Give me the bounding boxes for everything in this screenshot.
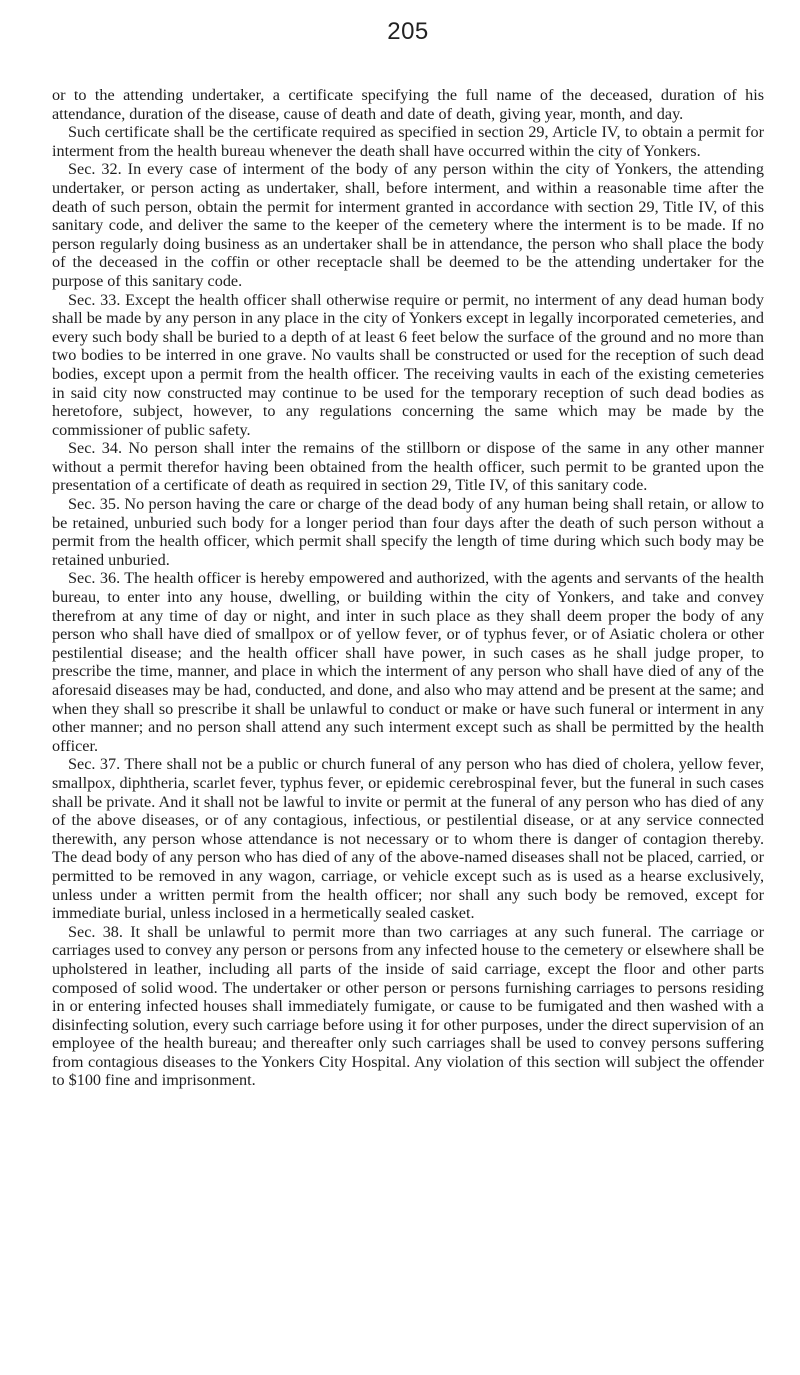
section-38: Sec. 38. It shall be unlawful to permit more than two carriages at any such funeral. The carriage or carriages used to convey any person or persons from any infected house to the cemetery or elsewhere shall be upholstered in leather, including all parts of the inside of said carriage, except the floor and other parts composed of solid wood. The undertaker or other person or persons furnishing carriages to persons residing in or entering infected houses shall immediately fumigate, or cause to be fumigated and then washed with a disinfecting solution, every such carriage before using it for other purposes, under the direct supervision of an employee of the health bureau; and thereafter only such carriages shall be used to convey persons suffering from contagious diseases to the Yonkers City Hospital. Any violation of this section will subject the offender to $100 fine and imprisonment. bbox=[52, 922, 764, 1090]
section-32: Sec. 32. In every case of interment of the body of any person within the city of Yonkers, the attending undertaker, or person acting as undertaker, shall, before interment, and within a reasonable time after the death of such person, obtain the permit for interment granted in accordance with section 29, Title IV, of this sanitary code, and deliver the same to the keeper of the cemetery where the interment is to be made. If no person regularly doing business as an undertaker shall be in attendance, the person who shall place the body of the deceased in the coffin or other receptacle shall be deemed to be the attending undertaker for the purpose of this sanitary code. bbox=[52, 160, 764, 290]
paragraph-certificate: Such certificate shall be the certificate required as specified in section 29, Article IV, to obtain a permit for interment from the health bureau whenever the death shall have occurred within the city of Yonkers. bbox=[52, 123, 764, 160]
body-text bbox=[52, 86, 764, 1090]
section-35: Sec. 35. No person having the care or charge of the dead body of any human being shall retain, or allow to be retained, unburied such body for a longer period than four days after the death of such person without a permit from the health officer, which permit shall specify the length of time during which such body may be retained unburied. bbox=[52, 495, 764, 569]
paragraph-continuation: or to the attending undertaker, a certificate specifying the full name of the deceased, duration of his attendance, duration of the disease, cause of death and date of death, giving year, month, and day. bbox=[52, 86, 764, 123]
section-33: Sec. 33. Except the health officer shall otherwise require or permit, no interment of any dead human body shall be made by any person in any place in the city of Yonkers except in legally incorporated cemeteries, and every such body shall be buried to a depth of at least 6 feet below the surface of the ground and no more than two bodies to be interred in one grave. No vaults shall be constructed or used for the reception of such dead bodies, except upon a permit from the health officer. The receiving vaults in each of the existing cemeteries in said city now constructed may continue to be used for the temporary reception of such dead bodies as heretofore, subject, however, to any regulations concerning the same which may be made by the commissioner of public safety. bbox=[52, 290, 764, 439]
section-37: Sec. 37. There shall not be a public or church funeral of any person who has died of cholera, yellow fever, smallpox, diphtheria, scarlet fever, typhus fever, or epidemic cerebrospinal fever, but the funeral in such cases shall be private. And it shall not be lawful to invite or permit at the funeral of any person who has died of any of the above diseases, or of any contagious, infectious, or pestilential disease, or at any service connected therewith, any person whose attendance is not necessary or to whom there is danger of contagion thereby. The dead body of any person who has died of any of the above-named diseases shall not be placed, carried, or permitted to be removed in any wagon, carriage, or vehicle except such as is used as a hearse exclusively, unless under a written permit from the health officer; nor shall any such body be removed, except for immediate burial, unless inclosed in a hermetically sealed casket. bbox=[52, 755, 765, 923]
page-number: 205 bbox=[387, 18, 429, 45]
section-34: Sec. 34. No person shall inter the remains of the stillborn or dispose of the same in any other manner without a permit therefor having been obtained from the health officer, such permit to be granted upon the presentation of a certificate of death as required in section 29, Title IV, of this sanitary code. bbox=[52, 439, 764, 495]
section-36: Sec. 36. The health officer is hereby empowered and authorized, with the agents and servants of the health bureau, to enter into any house, dwelling, or building within the city of Yonkers, and take and convey therefrom at any time of day or night, and inter in such place as they shall deem proper the body of any person who shall have died of smallpox or of yellow fever, or of typhus fever, or of Asiatic cholera or other pestilential disease; and the health officer shall have power, in such cases as he shall judge proper, to prescribe the time, manner, and place in which the interment of any person who shall have died of any of the aforesaid diseases may be had, conducted, and done, and also who may attend and be present at the same; and when they shall so prescribe it shall be unlawful to conduct or make or have such funeral or interment in any other manner; and no person shall attend any such interment except such as shall be permitted by the health officer. bbox=[52, 569, 765, 755]
